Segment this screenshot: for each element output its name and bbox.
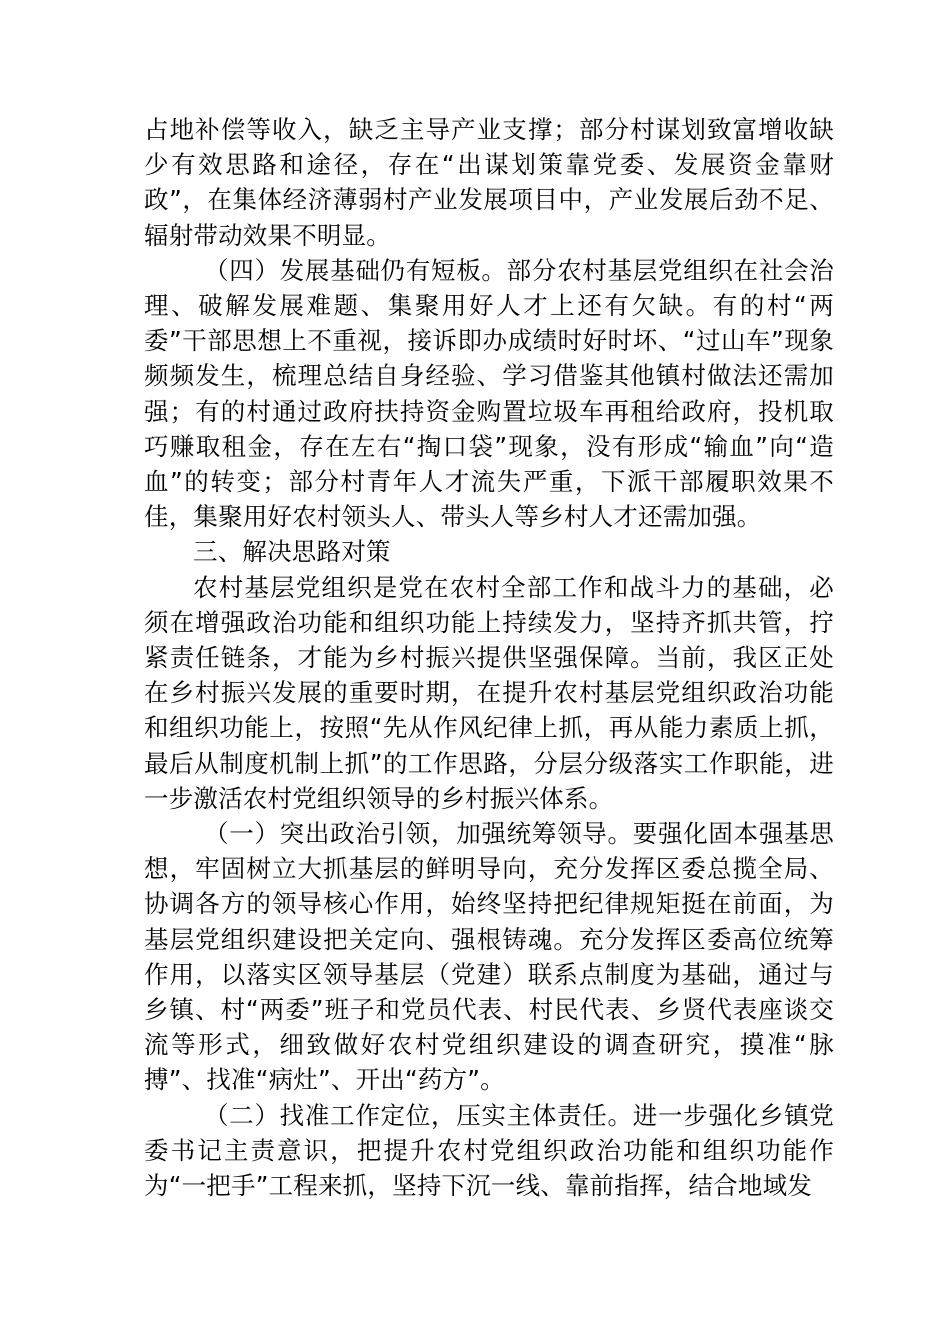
document-body — [144, 112, 834, 1203]
paragraph-item-one: （一）突出政治引领，加强统筹领导。要强化固本强基思想，牢固树立大抓基层的鲜明导向，充分发挥区委总揽全局、协调各方的领导核心作用，始终坚持把纪律规矩挺在前面，为基层党组织建设把关定向、强根铸魂。充分发挥区委高位统筹作用，以落实区领导基层（党建）联系点制度为基础，通过与乡镇、村“两委”班子和党员代表、村民代表、乡贤代表座谈交流等形式，细致做好农村党组织建设的调查研究，摸准“脉搏”、找准“病灶”、开出“药方”。 — [144, 819, 834, 1095]
paragraph-intro: 农村基层党组织是党在农村全部工作和战斗力的基础，必须在增强政治功能和组织功能上持续发力，坚持齐抓共管，拧紧责任链条，才能为乡村振兴提供坚强保障。当前，我区正处在乡村振兴发展的重要时期，在提升农村基层党组织政治功能和组织功能上，按照“先从作风纪律上抓，再从能力素质上抓，最后从制度机制上抓”的工作思路，分层分级落实工作职能，进一步激活农村党组织领导的乡村振兴体系。 — [144, 572, 834, 813]
paragraph-section-four: （四）发展基础仍有短板。部分农村基层党组织在社会治理、破解发展难题、集聚用好人才上还有欠缺。有的村“两委”干部思想上不重视，接诉即办成绩时好时坏、“过山车”现象频频发生，梳理总结自身经验、学习借鉴其他镇村做法还需加强；有的村通过政府扶持资金购置垃圾车再租给政府，投机取巧赚取租金，存在左右“掏口袋”现象，没有形成“输血”向“造血”的转变；部分村青年人才流失严重，下派干部履职效果不佳，集聚用好农村领头人、带头人等乡村人才还需加强。 — [144, 255, 834, 532]
paragraph-item-two: （二）找准工作定位，压实主体责任。进一步强化乡镇党委书记主责意识，把提升农村党组织政治功能和组织功能作为“一把手”工程来抓，坚持下沉一线、靠前指挥，结合地域发 — [144, 1100, 834, 1201]
section-heading-three: 三、解决思路对策 — [193, 537, 391, 567]
paragraph-continuation: 占地补偿等收入，缺乏主导产业支撑；部分村谋划致富增收缺少有效思路和途径，存在“出谋划策靠党委、发展资金靠财政”，在集体经济薄弱村产业发展项目中，产业发展后劲不足、辐射带动效果不明显。 — [144, 115, 834, 250]
